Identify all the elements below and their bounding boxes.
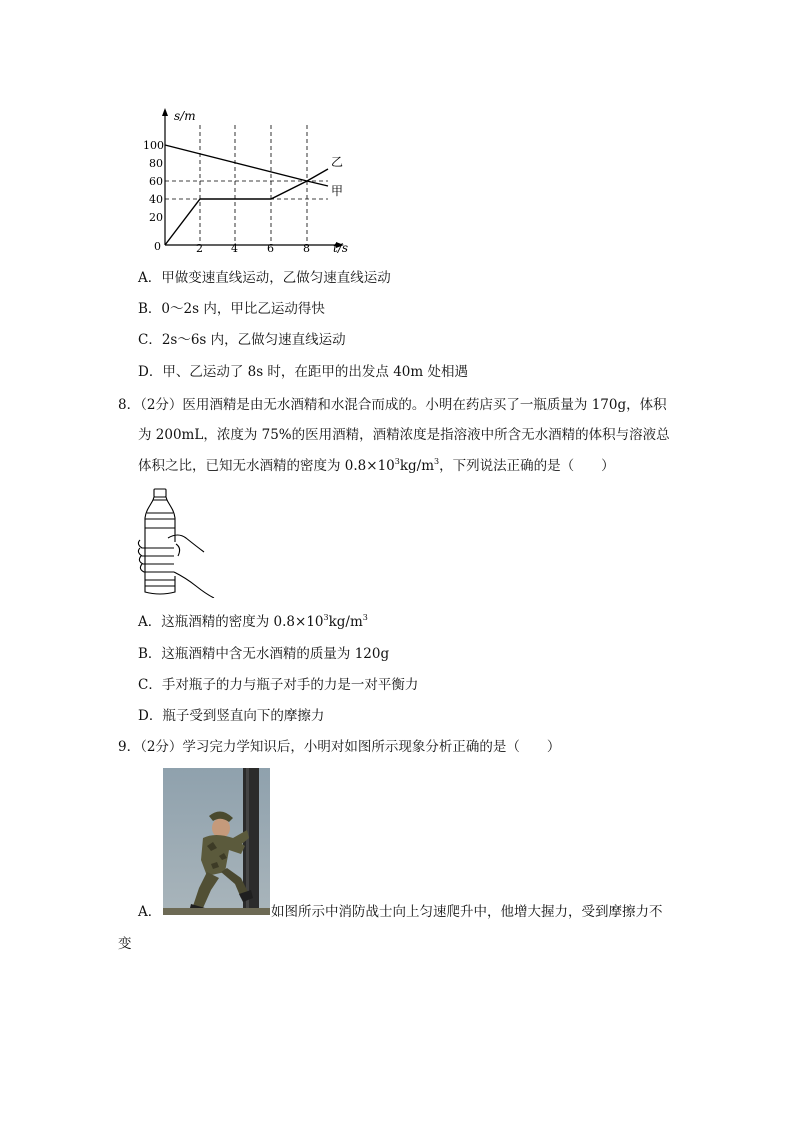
y-tick-100: 100	[143, 139, 164, 152]
q7-option-a: A．甲做变速直线运动，乙做匀速直线运动	[138, 270, 391, 286]
q8-line3-tail: ，下列说法正确的是（ ）	[439, 458, 615, 474]
y-tick-40: 40	[149, 193, 163, 206]
x-tick-0: 0	[154, 240, 161, 253]
q8-stem-line1: 8．（2分）医用酒精是由无水酒精和水混合而成的。小明在药店买了一瓶质量为 170g，体积	[118, 397, 667, 413]
y-axis-label: s/m	[174, 109, 196, 123]
soldier-climbing-photo	[163, 768, 270, 915]
x-tick-4: 4	[231, 242, 238, 255]
q8-line3-sup2: 3	[434, 457, 440, 466]
q8-stem-line3	[138, 456, 615, 476]
q8-option-a-sup2: 3	[362, 613, 368, 622]
line-jia	[165, 145, 328, 186]
q8-option-a-unit: kg/m	[328, 614, 363, 630]
y-tick-20: 20	[149, 211, 163, 224]
q9-option-a-text: 如图所示中消防战士向上匀速爬升中，他增大握力，受到摩擦力不	[271, 904, 663, 920]
y-tick-60: 60	[149, 175, 163, 188]
q9-stem: 9．（2分）学习完力学知识后，小明对如图所示现象分析正确的是（ ）	[118, 739, 561, 755]
bottle-hand-figure	[134, 486, 220, 598]
q8-option-a	[138, 612, 368, 632]
q8-stem-line2: 为 200mL，浓度为 75%的医用酒精，酒精浓度是指溶液中所含无水酒精的体积与溶液总	[138, 427, 670, 443]
y-axis-arrow	[162, 108, 168, 116]
q8-option-a-sup1: 3	[323, 613, 329, 622]
q8-option-c: C．手对瓶子的力与瓶子对手的力是一对平衡力	[138, 677, 419, 693]
x-tick-2: 2	[196, 242, 203, 255]
x-axis-label: t/s	[333, 241, 349, 255]
q8-line3-text: 体积之比，已知无水酒精的密度为 0.8×10	[138, 458, 395, 474]
x-tick-6: 6	[267, 242, 274, 255]
x-tick-8: 8	[303, 242, 310, 255]
q8-line3-unit: kg/m	[399, 458, 435, 474]
q9-option-a-label: A．	[138, 904, 162, 920]
s-t-graph	[130, 100, 360, 260]
q8-option-b: B．这瓶酒精中含无水酒精的质量为 120g	[138, 646, 390, 662]
q7-option-b: B．0～2s 内，甲比乙运动得快	[138, 301, 325, 317]
q8-line3-sup1: 3	[394, 457, 400, 466]
y-tick-80: 80	[149, 157, 163, 170]
q8-option-a-text: A．这瓶酒精的密度为 0.8×10	[138, 614, 324, 630]
q7-option-d: D．甲、乙运动了 8s 时，在距甲的出发点 40m 处相遇	[138, 364, 468, 380]
q8-option-d: D．瓶子受到竖直向下的摩擦力	[138, 708, 325, 724]
label-jia: 甲	[331, 184, 344, 198]
q9-option-a-continued: 变	[118, 936, 132, 952]
q7-option-c: C．2s～6s 内，乙做匀速直线运动	[138, 332, 346, 348]
label-yi: 乙	[331, 155, 344, 169]
